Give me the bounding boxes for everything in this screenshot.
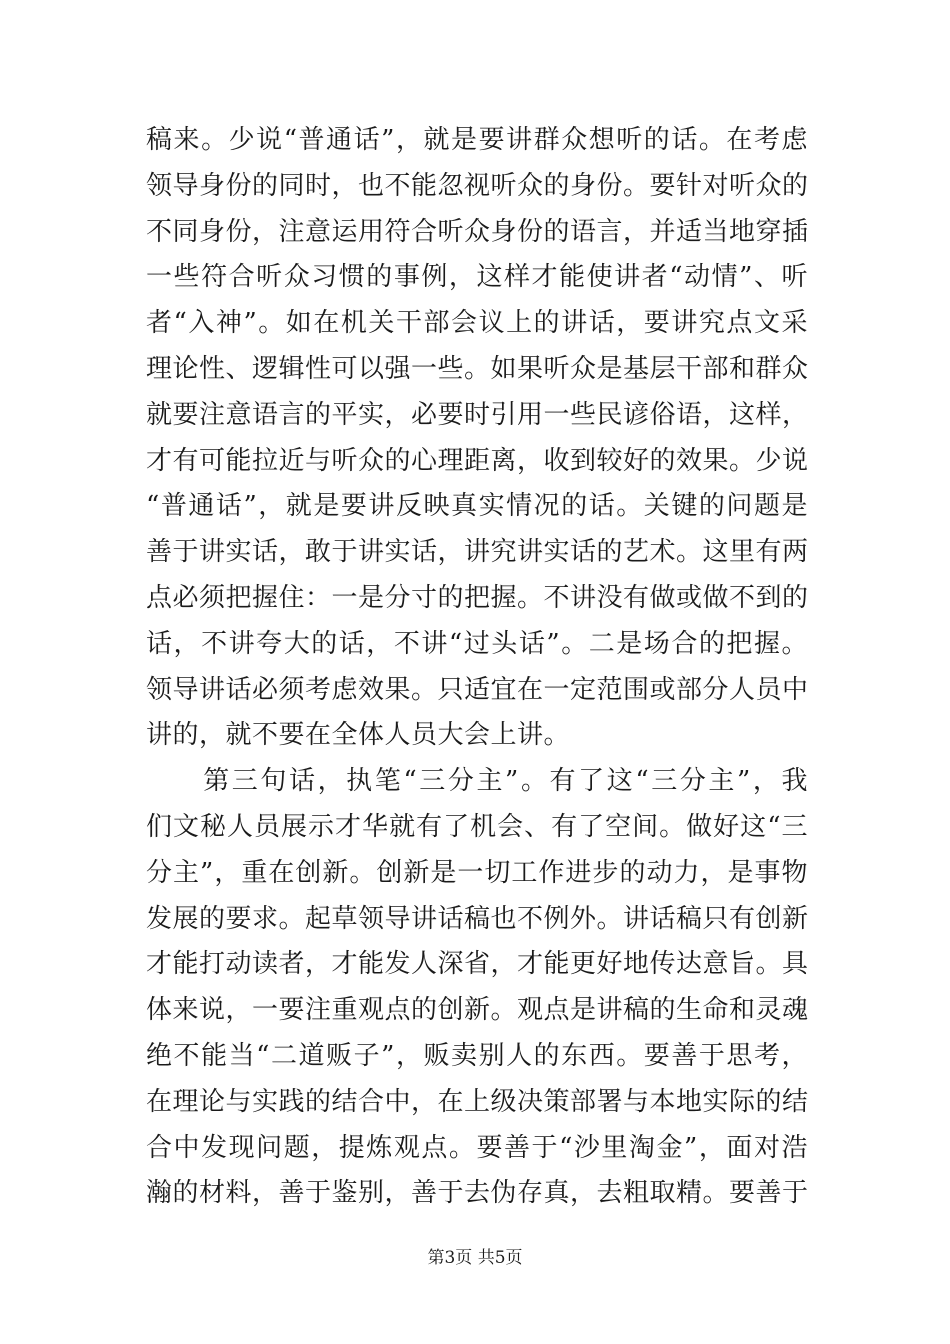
text-line: 理论性、逻辑性可以强一些。如果听众是基层干部和群众 bbox=[146, 353, 809, 384]
text-line: 才能打动读者，才能发人深省，才能更好地传达意旨。具 bbox=[146, 949, 809, 980]
text-line: “普通话”，就是要讲反映真实情况的话。关键的问题是 bbox=[146, 491, 808, 522]
text-line: 合中发现问题，提炼观点。要善于“沙里淘金”，面对浩 bbox=[146, 1132, 808, 1163]
text-line: 分主”，重在创新。创新是一切工作进步的动力，是事物 bbox=[146, 857, 808, 888]
text-line: 稿来。少说“普通话”，就是要讲群众想听的话。在考虑 bbox=[146, 125, 808, 155]
text-line: 善于讲实话，敢于讲实话，讲究讲实话的艺术。这里有两 bbox=[146, 537, 809, 568]
text-line: 在理论与实践的结合中，在上级决策部署与本地实际的结 bbox=[146, 1086, 809, 1117]
text-line: 就要注意语言的平实，必要时引用一些民谚俗语，这样， bbox=[146, 399, 809, 430]
text-line: 者“入神”。如在机关干部会议上的讲话，要讲究点文采 bbox=[146, 308, 808, 339]
text-line: 领导讲话必须考虑效果。只适宜在一定范围或部分人员中 bbox=[146, 674, 809, 705]
text-line: 绝不能当“二道贩子”，贩卖别人的东西。要善于思考， bbox=[146, 1040, 808, 1071]
text-line: 一些符合听众习惯的事例，这样才能使讲者“动情”、听 bbox=[146, 262, 808, 293]
paragraph-start-line: 第三句话，执笔“三分主”。有了这“三分主”，我 bbox=[146, 766, 808, 797]
text-line: 才有可能拉近与听众的心理距离，收到较好的效果。少说 bbox=[146, 445, 809, 476]
document-body bbox=[146, 118, 808, 1217]
page-number-footer: 第3页 共5页 bbox=[427, 1248, 523, 1268]
text-line: 领导身份的同时，也不能忽视听众的身份。要针对听众的 bbox=[146, 170, 809, 201]
text-line: 瀚的材料，善于鉴别，善于去伪存真，去粗取精。要善于 bbox=[146, 1178, 809, 1209]
text-line: 体来说，一要注重观点的创新。观点是讲稿的生命和灵魂 bbox=[146, 995, 809, 1026]
text-line: 话，不讲夸大的话，不讲“过头话”。二是场合的把握。 bbox=[146, 628, 808, 659]
text-line: 不同身份，注意运用符合听众身份的语言，并适当地穿插 bbox=[146, 216, 809, 247]
text-line: 发展的要求。起草领导讲话稿也不例外。讲话稿只有创新 bbox=[146, 903, 809, 934]
text-line: 们文秘人员展示才华就有了机会、有了空间。做好这“三 bbox=[146, 811, 808, 842]
text-line: 点必须把握住：一是分寸的把握。不讲没有做或做不到的 bbox=[146, 582, 809, 613]
text-line: 讲的，就不要在全体人员大会上讲。 bbox=[146, 720, 571, 751]
